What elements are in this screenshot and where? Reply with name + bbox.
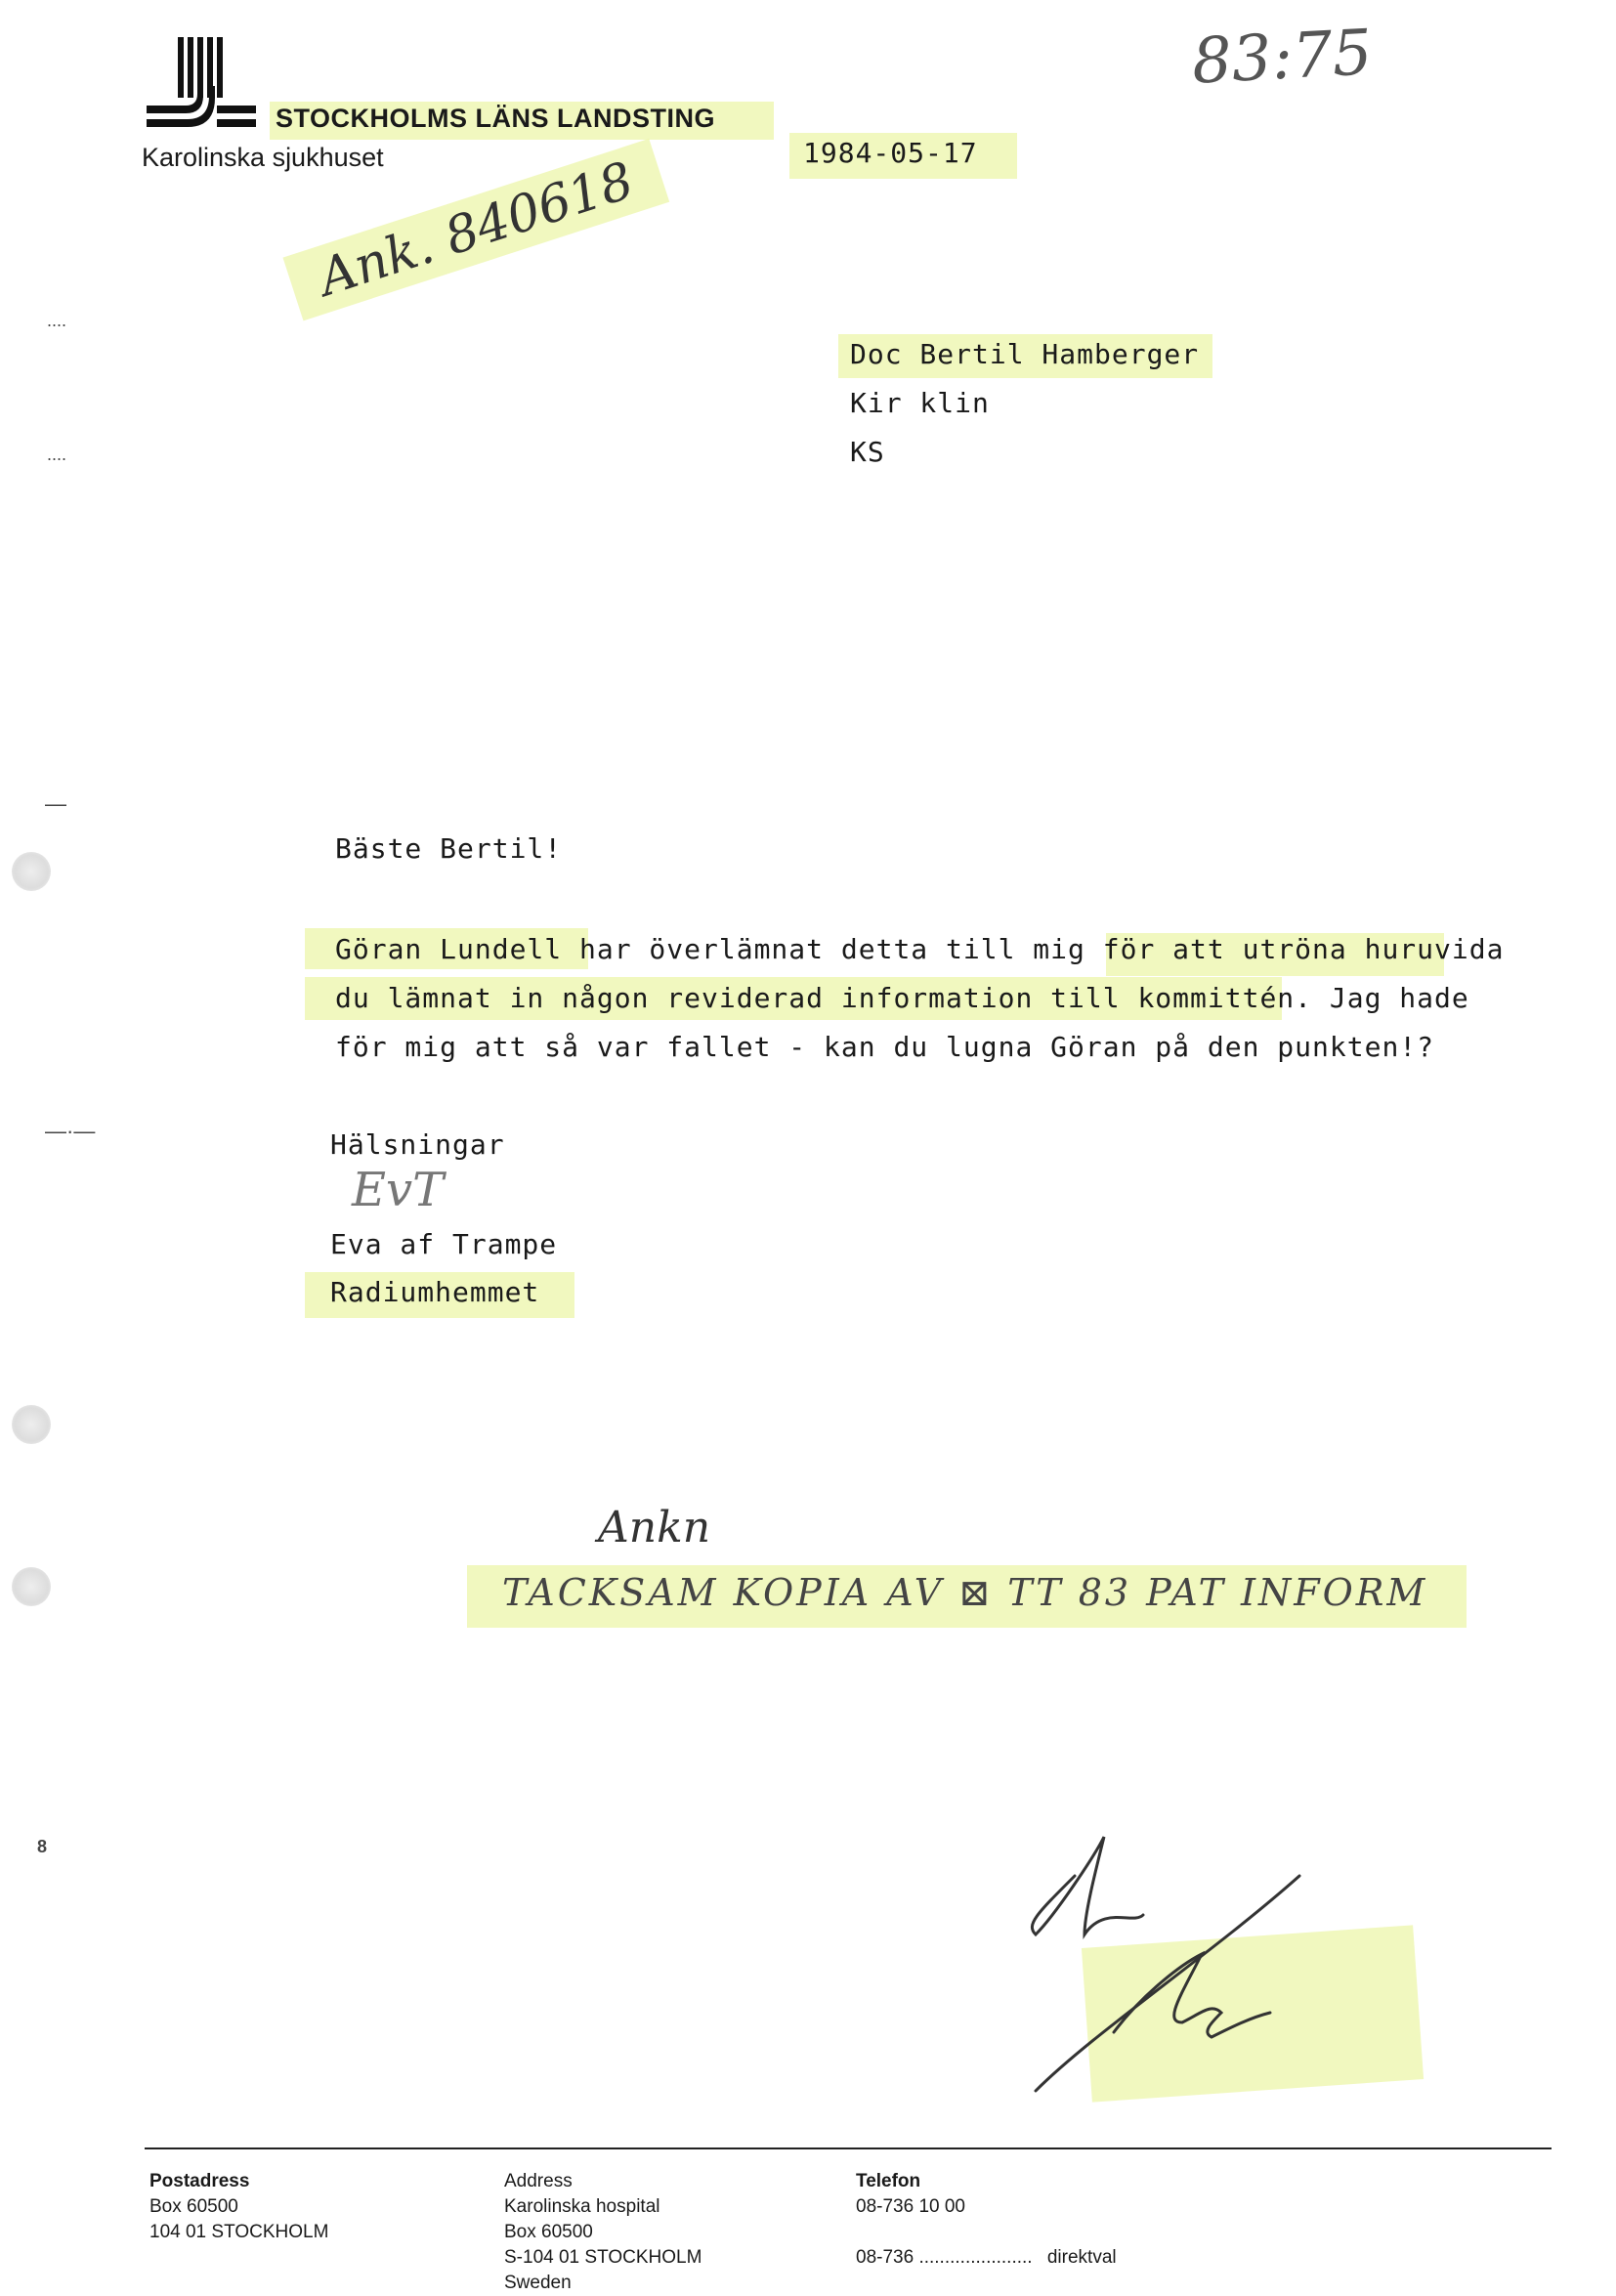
footer-phone-direct-label: direktval — [1046, 2247, 1117, 2268]
landsting-logo — [147, 37, 256, 133]
footer-postal-heading: Postadress — [149, 2171, 250, 2191]
org-name: STOCKHOLMS LÄNS LANDSTING — [270, 102, 774, 140]
salutation: Bäste Bertil! — [335, 832, 563, 865]
margin-dash-dot: —·— — [45, 1119, 96, 1143]
footer-phone — [856, 2169, 1117, 2271]
footer-rule — [145, 2147, 1552, 2149]
footer-address-line: Sweden — [504, 2273, 572, 2293]
footer-address-line: Box 60500 — [504, 2222, 593, 2242]
archive-number: 83:75 — [1190, 17, 1375, 99]
handwritten-note-text: TACKSAM KOPIA AV ⊠ TT 83 PAT INFORM — [467, 1565, 1467, 1628]
footer-postal-line: 104 01 STOCKHOLM — [149, 2222, 329, 2242]
punch-hole-3 — [12, 1567, 51, 1606]
footer-postal — [149, 2169, 328, 2245]
letter-date: 1984-05-17 — [789, 133, 1017, 179]
sender-name: Eva af Trampe — [330, 1228, 558, 1260]
unit-name: Karolinska sjukhuset — [142, 143, 384, 172]
punch-hole-2 — [12, 1405, 51, 1444]
footer-phone-main: 08-736 10 00 — [856, 2196, 965, 2217]
handwritten-note-title: Ankn — [598, 1503, 711, 1552]
margin-dots-top: .... — [47, 311, 67, 330]
sender-unit: Radiumhemmet — [305, 1272, 574, 1318]
footer-address-line: Karolinska hospital — [504, 2196, 660, 2217]
body-line-1: Göran Lundell har överlämnat detta till mig för att utröna huruvida — [335, 933, 1505, 965]
handwritten-signature — [1016, 1817, 1309, 2101]
signature-initials: EvT — [352, 1163, 445, 1217]
footer-postal-line: Box 60500 — [149, 2196, 238, 2217]
body-line-2: du lämnat in någon reviderad information till kommittén. Jag hade — [335, 982, 1469, 1014]
footer-address — [504, 2169, 702, 2296]
page-mark: 8 — [37, 1837, 48, 1856]
received-stamp-note: Ank. 840618 — [282, 139, 669, 320]
punch-hole-1 — [12, 852, 51, 891]
closing: Hälsningar — [330, 1128, 505, 1161]
footer-address-line: S-104 01 STOCKHOLM — [504, 2247, 702, 2268]
margin-dash: — — [45, 791, 66, 816]
footer-phone-direct: 08-736 ...................... — [856, 2247, 1033, 2268]
footer-phone-heading: Telefon — [856, 2171, 921, 2191]
margin-dots-mid: .... — [47, 445, 67, 464]
recipient-dept: Kir klin — [850, 387, 990, 419]
footer-address-heading: Address — [504, 2171, 573, 2191]
recipient-name: Doc Bertil Hamberger — [838, 334, 1212, 378]
recipient-org: KS — [850, 436, 885, 468]
body-line-3: för mig att så var fallet - kan du lugna Göran på den punkten!? — [335, 1031, 1435, 1063]
